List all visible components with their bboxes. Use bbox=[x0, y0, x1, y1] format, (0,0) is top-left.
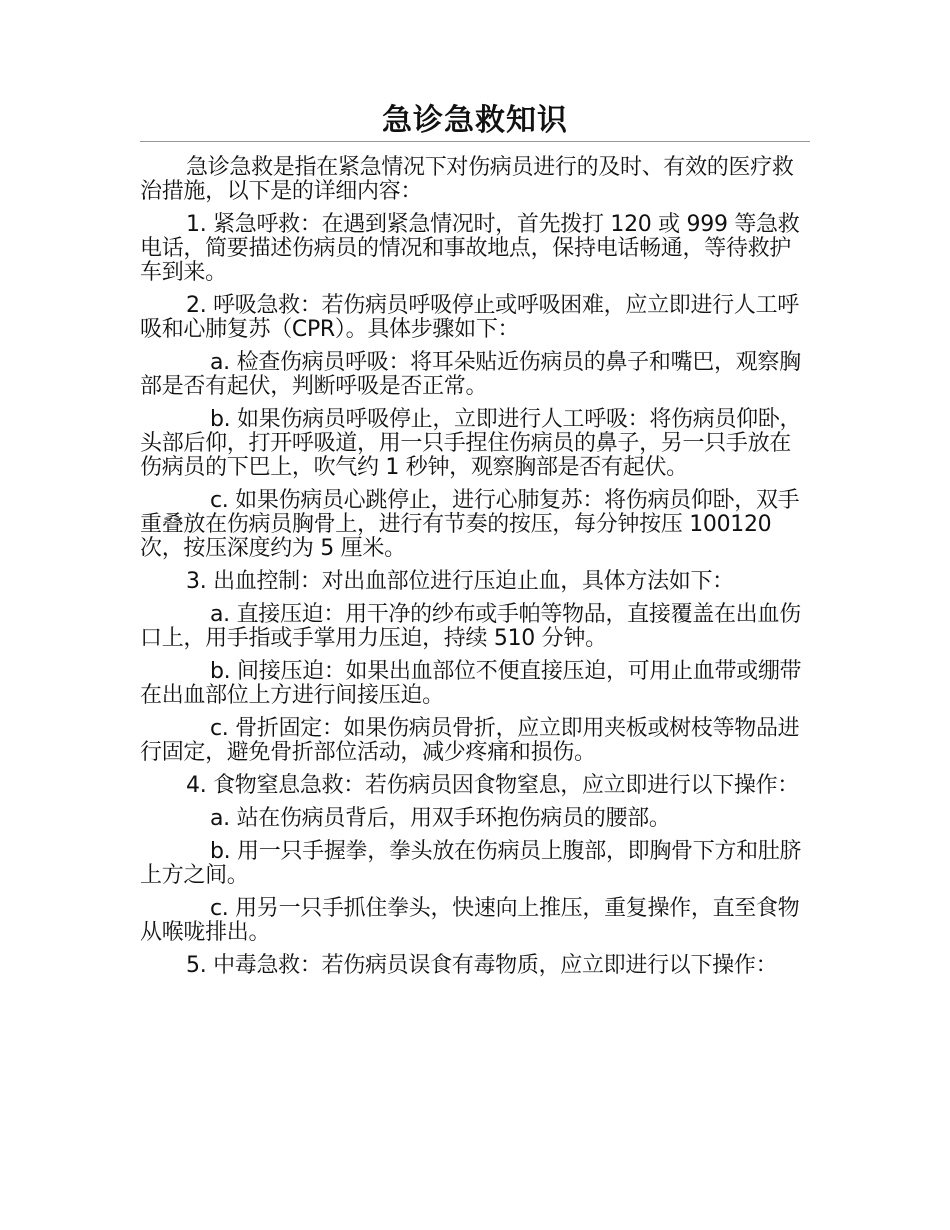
paragraph: 4. 食物窒息急救：若伤病员因食物窒息，应立即进行以下操作： bbox=[186, 773, 799, 798]
paragraph: c. 骨折固定：如果伤病员骨折，应立即用夹板或树枝等物品进行固定，避免骨折部位活动，减少疼痛和损伤。 bbox=[140, 716, 800, 765]
page-title: 急诊急救知识 bbox=[382, 103, 568, 138]
document-body bbox=[140, 156, 810, 978]
paragraph: c. 用另一只手抓住拳头，快速向上推压，重复操作，直至食物从喉咙排出。 bbox=[140, 896, 800, 945]
title-block bbox=[140, 95, 810, 142]
document-page bbox=[140, 95, 810, 987]
paragraph: 2. 呼吸急救：若伤病员呼吸停止或呼吸困难，应立即进行人工呼吸和心肺复苏（CPR）。具体步骤如下： bbox=[140, 293, 799, 342]
paragraph: 1. 紧急呼救：在遇到紧急情况时，首先拨打 120 或 999 等急救电话，简要描述伤病员的情况和事故地点，保持电话畅通，等待救护车到来。 bbox=[140, 212, 800, 285]
paragraph: 3. 出血控制：对出血部位进行压迫止血，具体方法如下： bbox=[186, 569, 734, 594]
paragraph: a. 站在伤病员背后，用双手环抱伤病员的腰部。 bbox=[210, 806, 671, 831]
paragraph: a. 检查伤病员呼吸：将耳朵贴近伤病员的鼻子和嘴巴，观察胸部是否有起伏，判断呼吸是否正常。 bbox=[140, 350, 801, 399]
paragraph: b. 用一只手握拳，拳头放在伤病员上腹部，即胸骨下方和肚脐上方之间。 bbox=[140, 839, 802, 888]
paragraph: b. 间接压迫：如果出血部位不便直接压迫，可用止血带或绷带在出血部位上方进行间接压迫。 bbox=[140, 659, 802, 708]
paragraph: b. 如果伤病员呼吸停止，立即进行人工呼吸：将伤病员仰卧，头部后仰，打开呼吸道，用一只手捏住伤病员的鼻子，另一只手放在伤病员的下巴上，吹气约 1 秒钟，观察胸部是否有起伏。 bbox=[140, 407, 802, 480]
paragraph: 5. 中毒急救：若伤病员误食有毒物质，应立即进行以下操作： bbox=[186, 953, 778, 978]
paragraph: 急诊急救是指在紧急情况下对伤病员进行的及时、有效的医疗救治措施，以下是的详细内容： bbox=[140, 155, 794, 204]
paragraph: c. 如果伤病员心跳停止，进行心肺复苏：将伤病员仰卧，双手重叠放在伤病员胸骨上，进行有节奏的按压，每分钟按压 100120 次，按压深度约为 5 厘米。 bbox=[140, 488, 800, 561]
paragraph: a. 直接压迫：用干净的纱布或手帕等物品，直接覆盖在出血伤口上，用手指或手掌用力压迫，持续 510 分钟。 bbox=[140, 602, 801, 651]
